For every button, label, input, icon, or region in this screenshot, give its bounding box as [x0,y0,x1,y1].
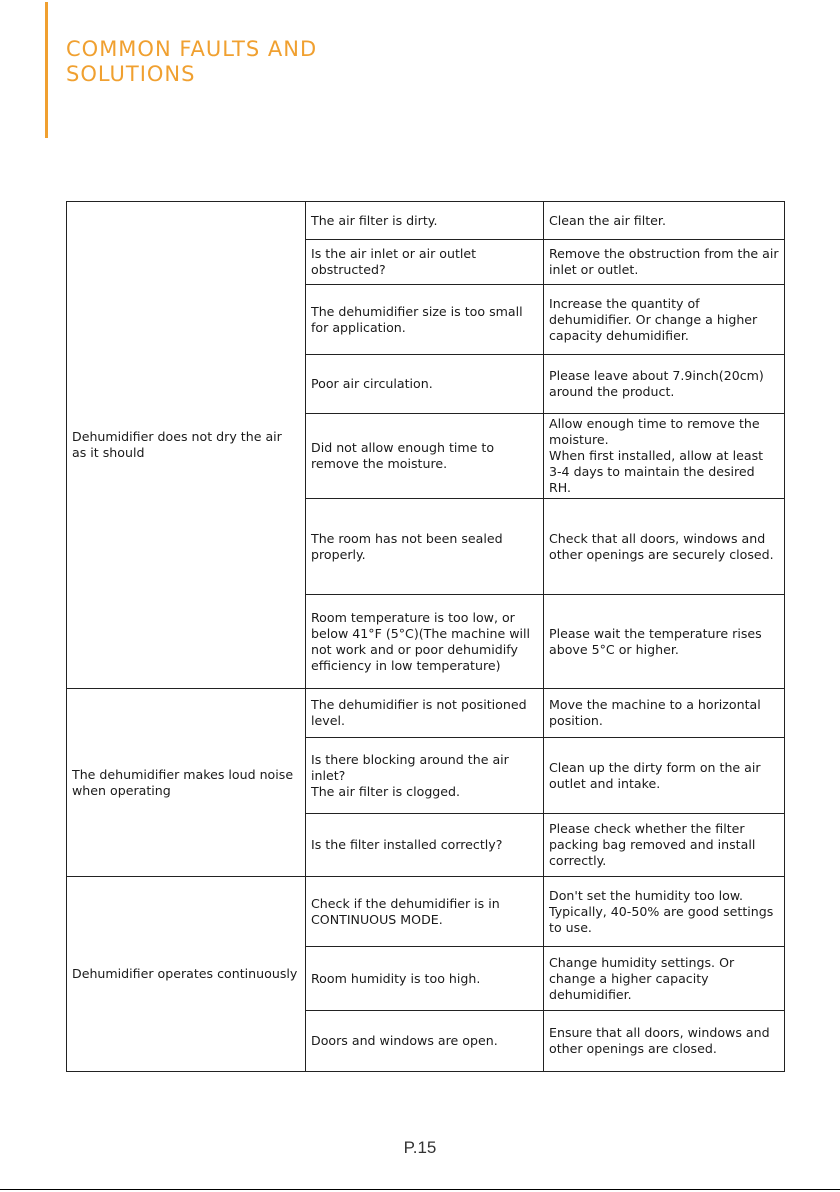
table-row [67,202,785,240]
problem-cell: Dehumidifier operates continuously [67,877,306,1072]
cause-cell: Poor air circulation. [306,355,544,414]
page-title [66,37,317,87]
solution-cell: Please leave about 7.9inch(20cm) around the product. [544,355,785,414]
page-number: P.15 [403,1138,437,1157]
solution-cell: Clean the air filter. [544,202,785,240]
cause-cell: The room has not been sealed properly. [306,499,544,595]
cause-cell: The dehumidifier is not positioned level. [306,689,544,738]
solution-cell: Please check whether the filter packing bag removed and install correctly. [544,814,785,877]
table-row [67,877,785,947]
solution-cell: Clean up the dirty form on the air outlet and intake. [544,738,785,814]
table-row [67,689,785,738]
cause-cell: Did not allow enough time to remove the moisture. [306,414,544,499]
problem-cell: Dehumidifier does not dry the air as it should [67,202,306,689]
title-line-1: COMMON FAULTS AND [66,37,318,61]
cause-cell: The dehumidifier size is too small for application. [306,285,544,355]
solution-cell: Increase the quantity of dehumidifier. Or change a higher capacity dehumidifier. [544,285,785,355]
solution-cell: Don't set the humidity too low. Typically, 40-50% are good settings to use. [544,877,785,947]
cause-cell: Is there blocking around the air inlet? The air filter is clogged. [306,738,544,814]
solution-cell: Ensure that all doors, windows and other openings are closed. [544,1011,785,1072]
solution-cell: Please wait the temperature rises above 5°C or higher. [544,595,785,689]
cause-cell: Check if the dehumidifier is in CONTINUOUS MODE. [306,877,544,947]
cause-cell: Is the filter installed correctly? [306,814,544,877]
solution-cell: Check that all doors, windows and other openings are securely closed. [544,499,785,595]
cause-cell: Is the air inlet or air outlet obstructed? [306,240,544,285]
cause-cell: Doors and windows are open. [306,1011,544,1072]
title-accent-bar [45,2,48,138]
solution-cell: Change humidity settings. Or change a higher capacity dehumidifier. [544,947,785,1011]
cause-cell: The air filter is dirty. [306,202,544,240]
solution-cell: Allow enough time to remove the moisture. When first installed, allow at least 3-4 days to maintain the desired RH. [544,414,785,499]
solution-cell: Move the machine to a horizontal position. [544,689,785,738]
cause-cell: Room temperature is too low, or below 41°F (5°C)(The machine will not work and or poor dehumidify efficiency in low temperature) [306,595,544,689]
title-line-2: SOLUTIONS [66,62,196,86]
bottom-divider [0,1189,840,1190]
cause-cell: Room humidity is too high. [306,947,544,1011]
faults-table [66,201,785,1072]
solution-cell: Remove the obstruction from the air inlet or outlet. [544,240,785,285]
problem-cell: The dehumidifier makes loud noise when operating [67,689,306,877]
